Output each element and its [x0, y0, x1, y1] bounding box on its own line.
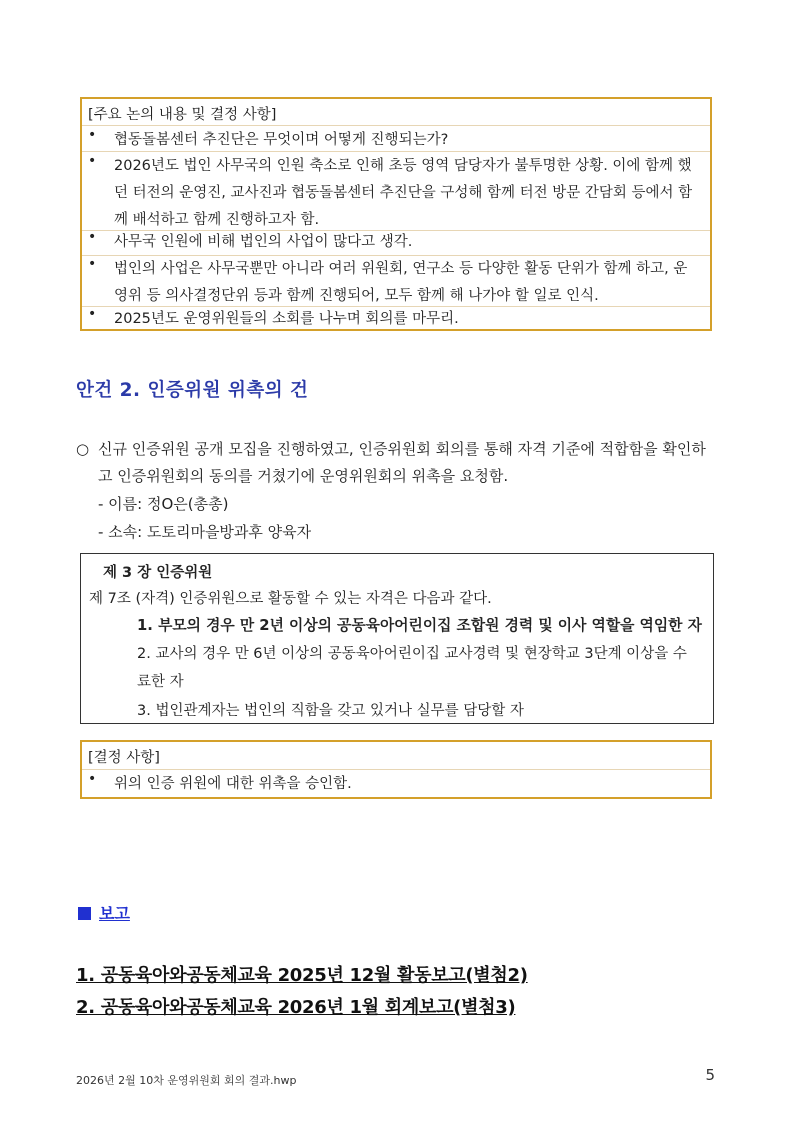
regulation-chapter: 제 3 장 인증위원 [103, 565, 213, 581]
square-bullet-icon [78, 907, 91, 920]
discussion-bullet-line: 2026년도 법인 사무국의 인원 축소로 인해 초등 영역 담당자가 불투명한 상황. 이에 함께 했 [114, 158, 692, 174]
agenda-heading: 안건 2. 인증위원 위촉의 건 [76, 380, 309, 401]
bullet-icon: • [88, 771, 97, 787]
decision-box [80, 740, 712, 799]
report-heading [78, 901, 130, 924]
discussion-bullet-line: 법인의 사업은 사무국뿐만 아니라 여러 위원회, 연구소 등 다양한 활동 단위가 함께 하고, 운 [114, 261, 688, 277]
row-divider [82, 125, 710, 126]
discussion-bullet-text: 사무국 인원에 비해 법인의 사업이 많다고 생각. [114, 234, 413, 250]
report-label: 보고 [99, 904, 130, 923]
page-number: 5 [705, 1066, 715, 1084]
row-divider [82, 769, 710, 770]
circle-bullet-icon: ○ [76, 440, 90, 458]
bullet-icon: • [88, 306, 97, 322]
report-item-activity: 1. 공동육아와공동체교육 2025년 12월 활동보고(별첨2) [76, 965, 528, 986]
discussion-bullet-text: 협동돌봄센터 추진단은 무엇이며 어떻게 진행되는가? [114, 132, 449, 148]
decision-bullet-text: 위의 인증 위원에 대한 위촉을 승인함. [114, 776, 352, 792]
candidate-name: - 이름: 정O은(총총) [98, 495, 229, 513]
discussion-bullet-line: 영위 등 의사결정단위 등과 함께 진행되어, 모두 함께 해 나가야 할 일로 인식. [114, 288, 599, 304]
regulation-article: 제 7조 (자격) 인증위원으로 활동할 수 있는 자격은 다음과 같다. [89, 591, 492, 607]
agenda-paragraph-line: 고 인증위원회의 동의를 거쳤기에 운영위원회의 위촉을 요청함. [98, 467, 509, 485]
candidate-affiliation: - 소속: 도토리마을방과후 양육자 [98, 523, 312, 541]
bullet-icon: • [88, 229, 97, 245]
bullet-icon: • [88, 153, 97, 169]
agenda-paragraph-line: 신규 인증위원 공개 모집을 진행하였고, 인증위원회 회의를 통해 자격 기준에 적합함을 확인하 [98, 440, 706, 458]
bullet-icon: • [88, 127, 97, 143]
report-item-accounting: 2. 공동육아와공동체교육 2026년 1월 회계보고(별첨3) [76, 997, 516, 1018]
discussion-summary-box [80, 97, 712, 331]
regulation-box [80, 553, 714, 724]
regulation-item-staff: 3. 법인관계자는 법인의 직함을 갖고 있거나 실무를 담당할 자 [137, 703, 524, 719]
regulation-item-parent: 1. 부모의 경우 만 2년 이상의 공동육아어린이집 조합원 경력 및 이사 역할을 역임한 자 [137, 617, 702, 634]
discussion-title: [주요 논의 내용 및 결정 사항] [88, 107, 277, 123]
discussion-bullet-line: 께 배석하고 함께 진행하고자 함. [114, 212, 320, 228]
regulation-item-teacher: 2. 교사의 경우 만 6년 이상의 공동육아어린이집 교사경력 및 현장학교 3단계 이상을 수 [137, 646, 687, 662]
discussion-bullet-text: 2025년도 운영위원들의 소회를 나누며 회의를 마무리. [114, 311, 459, 327]
decision-title: [결정 사항] [88, 750, 160, 766]
bullet-icon: • [88, 256, 97, 272]
row-divider [82, 151, 710, 152]
discussion-bullet-line: 던 터전의 운영진, 교사진과 협동돌봄센터 추진단을 구성해 함께 터전 방문 간담회 등에서 함 [114, 185, 693, 201]
regulation-item-teacher-cont: 료한 자 [137, 674, 184, 690]
footer-filename: 2026년 2월 10차 운영위원회 회의 결과.hwp [76, 1074, 297, 1087]
